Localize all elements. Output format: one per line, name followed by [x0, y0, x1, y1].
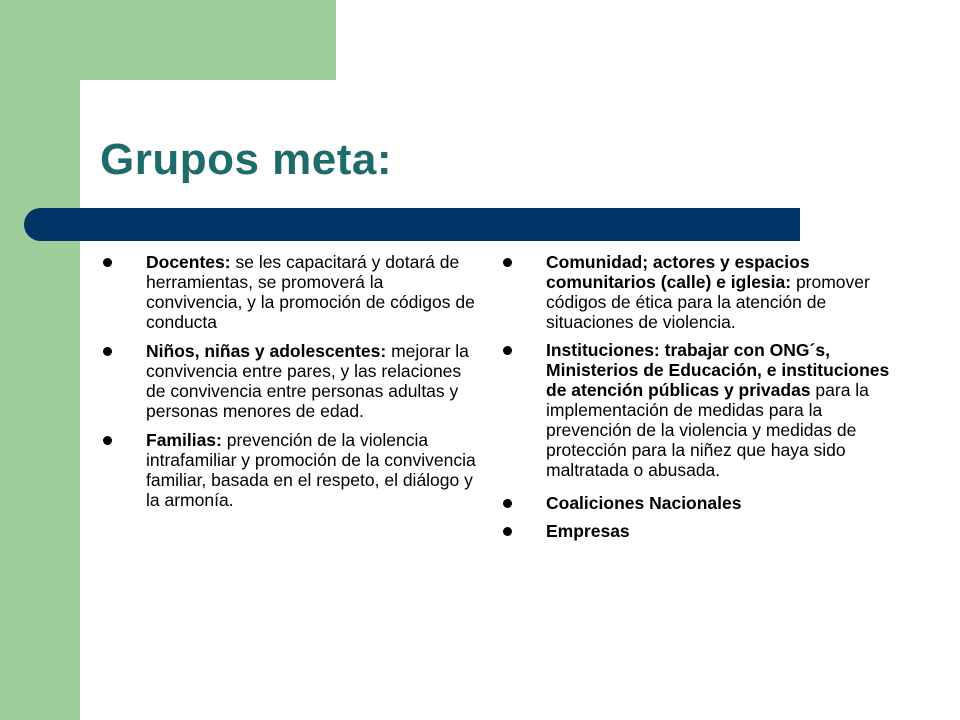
item-term: Niños, niñas y adolescentes:	[146, 341, 387, 361]
green-side-band	[0, 0, 80, 720]
item-text: mejorar la convivencia entre pares, y las relaciones de convivencia entre personas adultas y personas menores de edad.	[146, 341, 469, 421]
list-item	[100, 341, 480, 421]
item-text: se les capacitará y dotará de herramientas, se promoverá la convivencia, y la promoción de códigos de conducta	[146, 252, 475, 332]
item-term: Coaliciones Nacionales	[546, 493, 742, 513]
right-bullet-list	[500, 252, 895, 549]
list-item	[100, 252, 480, 332]
item-text: para la implementación de medidas para la prevención de la violencia y medidas de protección para la niñez que haya sido maltratada o abusada.	[546, 380, 869, 480]
slide-title: Grupos meta:	[100, 135, 393, 184]
item-term: Docentes:	[146, 252, 231, 272]
list-item	[500, 521, 895, 541]
bullet-icon	[503, 346, 512, 355]
bullet-icon	[103, 258, 112, 267]
bullet-icon	[103, 436, 112, 445]
list-item	[500, 252, 895, 332]
green-top-band	[80, 0, 336, 80]
bullet-icon	[103, 347, 112, 356]
list-item	[100, 430, 480, 510]
list-item	[500, 493, 895, 513]
title-underline-bar	[24, 208, 800, 241]
bullet-icon	[503, 499, 512, 508]
item-text: prevención de la violencia intrafamiliar y promoción de la convivencia familiar, basada en el respeto, el diálogo y la armonía.	[146, 430, 476, 510]
left-bullet-list	[100, 252, 480, 519]
item-term: Comunidad; actores y espacios comunitarios (calle) e iglesia:	[546, 252, 810, 292]
bullet-icon	[503, 527, 512, 536]
item-text: promover códigos de ética para la atención de situaciones de violencia.	[546, 272, 870, 332]
item-term: Empresas	[546, 521, 630, 541]
bullet-icon	[503, 258, 512, 267]
list-item	[500, 340, 895, 480]
item-term: Familias:	[146, 430, 222, 450]
item-term: Instituciones: trabajar con ONG´s, Ministerios de Educación, e instituciones de atención públicas y privadas	[546, 340, 890, 400]
